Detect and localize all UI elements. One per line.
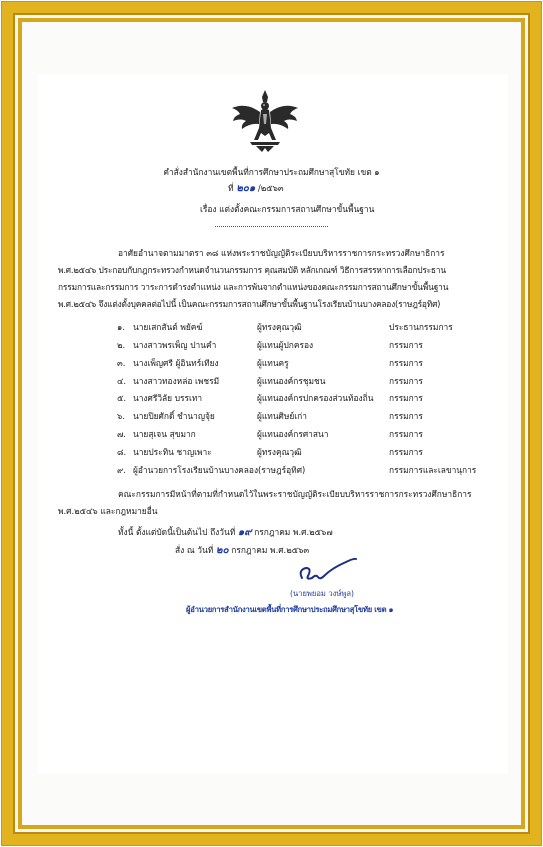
paragraph-2-line-1: คณะกรรมการมีหน้าที่ตามที่กำหนดไว้ในพระราชบัญญัติระเบียบบริหารราชการกระทรวงศึกษาธิการ bbox=[118, 489, 472, 499]
member-no: ๑. bbox=[117, 322, 125, 332]
member-no: ๖. bbox=[117, 411, 125, 421]
order-number bbox=[228, 183, 284, 194]
document-page bbox=[38, 74, 508, 774]
member-representative: ผู้แทนครู bbox=[257, 358, 289, 368]
member-role: กรรมการ bbox=[389, 393, 423, 403]
effective-day-handwritten: ๑๙ bbox=[237, 527, 252, 538]
member-name: นายประทิน ชาญเพาะ bbox=[133, 447, 212, 457]
member-no: ๕. bbox=[117, 393, 127, 403]
paragraph-1-line-3: กรรมการและกรรมการ วาระการดำรงตำแหน่ง และการพ้นจากตำแหน่งของคณะกรรมการสถานศึกษาขั้นพื้นฐาน bbox=[58, 282, 449, 292]
member-role: กรรมการ bbox=[389, 429, 423, 439]
member-name: ผู้อำนวยการโรงเรียนบ้านบางคลอง(ราษฎร์อุทิศ) bbox=[133, 465, 306, 475]
ordered-prefix: สั่ง ณ วันที่ bbox=[175, 545, 214, 555]
ordered-date bbox=[175, 545, 309, 556]
member-name: นางศรีวิลัย บรรเทา bbox=[133, 393, 203, 403]
member-representative: ผู้แทนองค์กรปกครองส่วนท้องถิ่น bbox=[257, 393, 374, 403]
member-role: ประธานกรรมการ bbox=[389, 322, 453, 332]
garuda-emblem-icon bbox=[228, 88, 302, 154]
member-role: กรรมการ bbox=[389, 340, 423, 350]
ordered-day-handwritten: ๒๐ bbox=[215, 545, 229, 556]
member-representative: ผู้แทนผู้ปกครอง bbox=[257, 340, 314, 350]
member-representative: ผู้ทรงคุณวุฒิ bbox=[257, 322, 302, 332]
member-role: กรรมการ bbox=[389, 376, 423, 386]
signature-mark-icon bbox=[296, 556, 360, 586]
member-representative: ผู้แทนองค์กรชุมชน bbox=[257, 376, 326, 386]
member-role: กรรมการ bbox=[389, 447, 423, 457]
member-no: ๓. bbox=[117, 358, 126, 368]
signatory-name: (นายพยอม วงษ์พูล) bbox=[290, 589, 354, 598]
member-no: ๘. bbox=[117, 447, 127, 457]
member-name: นายปิยศักดิ์ ชำนาญจุ้ย bbox=[133, 411, 215, 421]
signatory-position: ผู้อำนวยการสำนักงานเขตพื้นที่การศึกษาประถมศึกษาสุโขทัย เขต ๑ bbox=[186, 605, 394, 614]
order-heading: คำสั่งสำนักงานเขตพื้นที่การศึกษาประถมศึกษาสุโขทัย เขต ๑ bbox=[163, 167, 380, 177]
member-no: ๒. bbox=[117, 340, 126, 350]
order-subject: เรื่อง แต่งตั้งคณะกรรมการสถานศึกษาขั้นพื้นฐาน bbox=[200, 204, 375, 214]
member-name: นางเพ็ญศรี ผู้อินทร์เทียง bbox=[133, 358, 219, 368]
member-name: นางสาวทองหล่อ เพชรมี bbox=[133, 376, 220, 386]
order-number-prefix: ที่ bbox=[228, 183, 234, 193]
member-role: กรรมการและเลขานุการ bbox=[389, 465, 477, 475]
paragraph-2-line-2: พ.ศ.๒๕๔๖ และกฎหมายอื่น bbox=[58, 506, 158, 516]
member-name: นายเสกสันต์ พยัคฆ์ bbox=[133, 322, 203, 332]
divider bbox=[215, 226, 328, 227]
paragraph-1-line-4: พ.ศ.๒๕๔๖ จึงแต่งตั้งบุคคลต่อไปนี้ เป็นคณะกรรมการสถานศึกษาขั้นพื้นฐานโรงเรียนบ้านบางคลอง(ราษฎร์อุทิศ) bbox=[58, 299, 441, 309]
member-no: ๔. bbox=[117, 376, 127, 386]
member-representative: ผู้แทนศิษย์เก่า bbox=[257, 411, 307, 421]
member-name: นางสาวพรเพ็ญ ปานคำ bbox=[133, 340, 217, 350]
order-number-suffix: /๒๕๖๓ bbox=[257, 183, 284, 193]
member-no: ๙. bbox=[117, 465, 126, 475]
member-no: ๗. bbox=[117, 429, 126, 439]
effective-date bbox=[118, 527, 333, 538]
member-name: นายสุเจน สุขมาก bbox=[133, 429, 196, 439]
member-role: กรรมการ bbox=[389, 411, 423, 421]
member-role: กรรมการ bbox=[389, 358, 423, 368]
member-representative: ผู้แทนองค์กรศาสนา bbox=[257, 429, 329, 439]
effective-suffix: กรกฎาคม พ.ศ.๒๕๖๗ bbox=[254, 527, 333, 537]
effective-prefix: ทั้งนี้ ตั้งแต่บัดนี้เป็นต้นไป ถึงวันที่ bbox=[118, 527, 236, 537]
ordered-suffix: กรกฎาคม พ.ศ.๒๕๖๓ bbox=[231, 545, 310, 555]
member-representative: ผู้ทรงคุณวุฒิ bbox=[257, 447, 302, 457]
order-number-handwritten: ๒๐๑ bbox=[236, 183, 256, 194]
paragraph-1-line-2: พ.ศ.๒๕๔๖ ประกอบกับกฎกระทรวงกำหนดจำนวนกรรมการ คุณสมบัติ หลักเกณฑ์ วิธีการสรรหาการเลือกประธาน bbox=[58, 265, 446, 275]
paragraph-1-line-1: อาศัยอำนาจตามมาตรา ๓๘ แห่งพระราชบัญญัติระเบียบบริหารราชการกระทรวงศึกษาธิการ bbox=[118, 248, 445, 258]
